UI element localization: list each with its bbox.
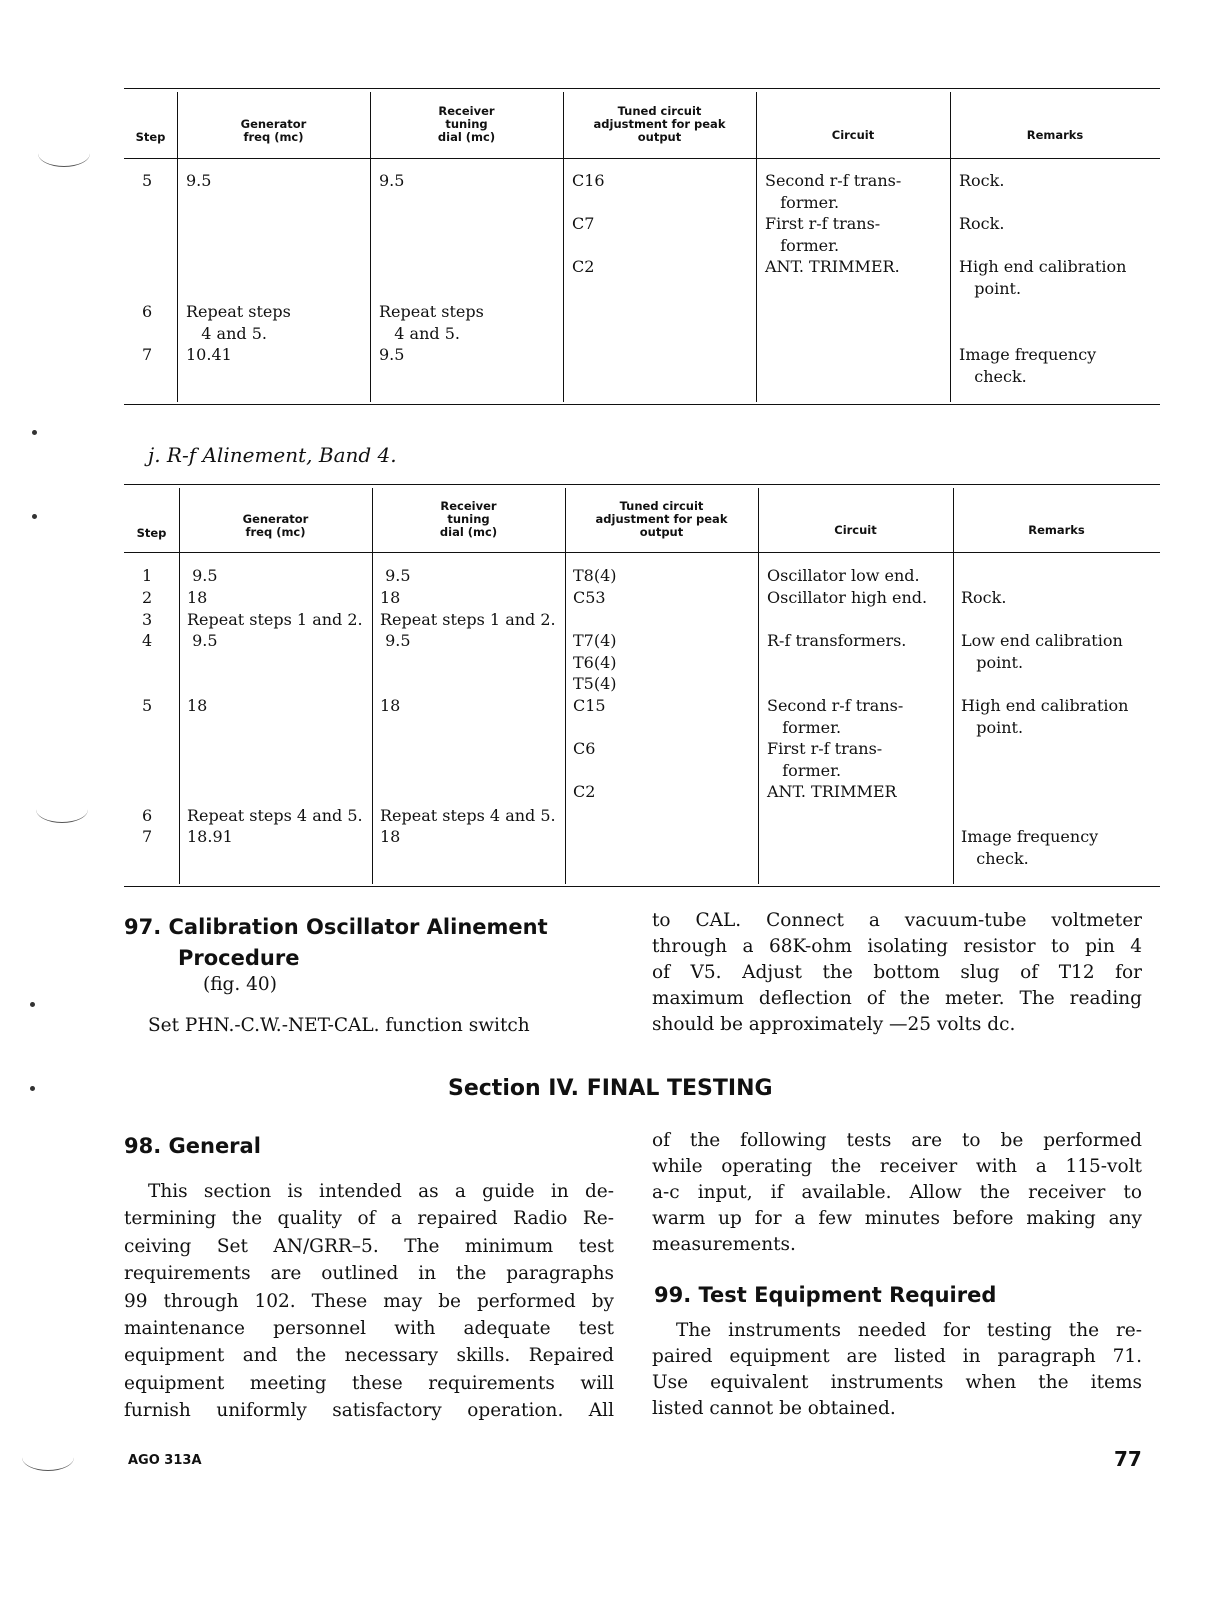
section-97-left-text: Set PHN.-C.W.-NET-CAL. function switch (148, 1015, 530, 1036)
table-cell-adjustment: T8(4) (573, 566, 617, 585)
table-cell-step: 6 (142, 806, 153, 825)
page-number: 77 (1114, 1447, 1142, 1471)
table-cell-receiver: 9.5 (380, 631, 411, 650)
section-98-heading: 98. General (124, 1134, 261, 1158)
table-cell-remarks: Rock. (961, 588, 1007, 607)
margin-dot (30, 1086, 35, 1091)
table-cell-generator: 9.5 (186, 171, 212, 190)
table-cell-generator: 10.41 (186, 345, 232, 364)
margin-fold-mark (38, 140, 90, 167)
section-97-heading: 97. Calibration Oscillator Alinement Procedure (124, 915, 548, 970)
table-2-title: j. R-f Alinement, Band 4. (148, 443, 397, 467)
section-97-figure-ref: (fig. 40) (203, 974, 277, 995)
table-cell-receiver: 18 (380, 696, 401, 715)
table-cell-generator: 18 (187, 588, 208, 607)
table-cell-circuit: R-f transformers. (767, 631, 907, 650)
table-cell-adjustment: T7(4) T6(4) T5(4) (573, 631, 617, 694)
header-step: Step (135, 130, 166, 144)
table-cell-remarks: Image frequency check. (959, 345, 1097, 386)
section-98-right-text: of the following tests are to be performed while operating the receiver with a 115-volt a-c input, if available. Allow the receiver to warm up for a few minutes before making any measurements. (652, 1130, 1142, 1255)
section-99-text: The instruments needed for testing the re- paired equipment are listed in paragraph 71. Use equivalent instruments when the items listed cannot be obtained. (652, 1320, 1142, 1419)
table-cell-remarks: Rock. Rock. High end calibration point. (959, 171, 1127, 298)
header-step: Step (136, 526, 167, 540)
table-cell-step: 5 (142, 171, 153, 190)
table-cell-step: 7 (142, 827, 153, 846)
table-cell-step: 7 (142, 345, 153, 364)
table-cell-circuit: Second r-f trans- former. First r-f trans- former. ANT. TRIMMER (767, 696, 904, 802)
footer-ago-code: AGO 313A (128, 1453, 202, 1468)
margin-fold-mark (36, 796, 88, 823)
table-cell-remarks: Image frequency check. (961, 827, 1099, 868)
table-cell-adjustment: C16 C7 C2 (572, 171, 605, 277)
table-cell-step: 5 (142, 696, 153, 715)
header-circuit: Circuit (831, 128, 875, 142)
table-cell-step: 6 (142, 302, 153, 321)
table-cell-generator: Repeat steps 4 and 5. (187, 806, 363, 825)
table-cell-receiver: Repeat steps 4 and 5. (379, 302, 484, 343)
header-remarks: Remarks (1026, 128, 1084, 142)
table-cell-receiver: 9.5 (379, 345, 405, 364)
header-circuit: Circuit (834, 523, 877, 537)
table-cell-generator: 9.5 (187, 631, 218, 650)
table-cell-receiver: 9.5 (379, 171, 405, 190)
table-cell-receiver: 18 (380, 827, 401, 846)
table-cell-step: 2 (142, 588, 153, 607)
header-generator-freq: Generator freq (mc) (242, 512, 309, 539)
table-cell-receiver: 18 (380, 588, 401, 607)
table-cell-generator: 18 (187, 696, 208, 715)
section-97-right-text: to CAL. Connect a vacuum-tube voltmeter through a 68K-ohm isolating resistor to pin 4 of V5. Adjust the bottom slug of T12 for maximum deflection of the meter. The reading should be approximately —25 volts dc. (652, 910, 1142, 1035)
header-remarks: Remarks (1028, 523, 1085, 537)
table-cell-generator: Repeat steps 4 and 5. (186, 302, 291, 343)
table-cell-step: 4 (142, 631, 153, 650)
table-cell-generator: Repeat steps 1 and 2. (187, 610, 363, 629)
table-cell-adjustment: C15 C6 C2 (573, 696, 606, 802)
section-99-heading: 99. Test Equipment Required (654, 1283, 997, 1307)
table-cell-remarks: Low end calibration point. (961, 631, 1123, 672)
alignment-table-1 (124, 88, 1160, 406)
margin-dot (32, 514, 37, 519)
table-cell-adjustment: C53 (573, 588, 606, 607)
table-cell-step: 1 (142, 566, 153, 585)
margin-dot (32, 430, 37, 435)
header-generator-freq: Generator freq (mc) (240, 117, 307, 144)
table-cell-receiver: 9.5 (380, 566, 411, 585)
header-receiver-tuning: Receiver tuning dial (mc) (437, 104, 496, 144)
table-cell-generator: 9.5 (187, 566, 218, 585)
header-tuned-circuit: Tuned circuit adjustment for peak output (595, 499, 728, 539)
table-cell-step: 3 (142, 610, 153, 629)
table-cell-circuit: Oscillator low end. (767, 566, 920, 585)
table-cell-circuit: Oscillator high end. (767, 588, 928, 607)
table-cell-remarks: High end calibration point. (961, 696, 1129, 737)
section-98-left-text: This section is intended as a guide in de- termining the quality of a repaired Radio Re- ceiving Set AN/GRR–5. The minimum test requirements are outlined in the paragraphs 99 through 102. These may be performed by maintenance personnel with adequate test equipment and the necessary skills. Repaired equipment meeting these requirements will furnish uniformly satisfactory operation. All (124, 1181, 614, 1422)
table-cell-receiver: Repeat steps 1 and 2. (380, 610, 556, 629)
margin-dot (30, 1002, 35, 1007)
table-cell-receiver: Repeat steps 4 and 5. (380, 806, 556, 825)
margin-fold-mark (22, 1444, 74, 1471)
table-cell-generator: 18.91 (187, 827, 233, 846)
alignment-table-2 (124, 484, 1160, 888)
header-receiver-tuning: Receiver tuning dial (mc) (439, 499, 498, 539)
header-tuned-circuit: Tuned circuit adjustment for peak output (593, 104, 726, 144)
section-iv-title: Section IV. FINAL TESTING (448, 1076, 773, 1101)
table-cell-circuit: Second r-f trans- former. First r-f trans- former. ANT. TRIMMER. (765, 171, 902, 277)
